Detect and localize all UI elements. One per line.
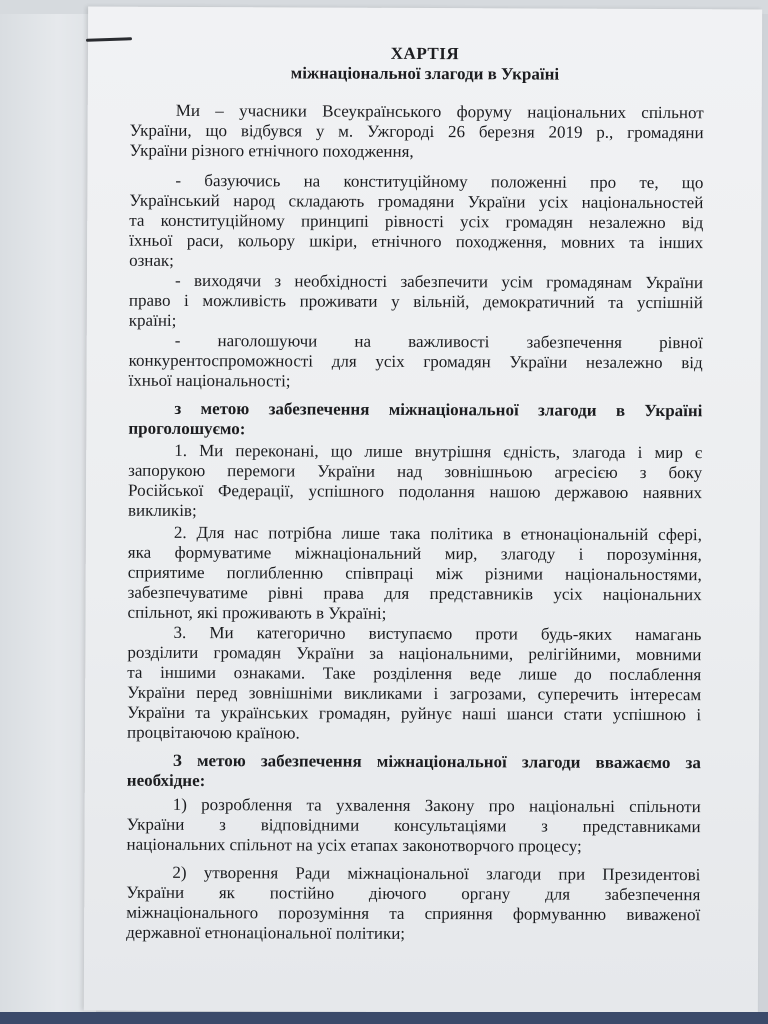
text-line: міжнаціонального порозуміння та сприяння формуванню виваженої [126,902,701,925]
bold-text-line: з метою забезпечення міжнаціональної злагоди в Україні [174,398,703,421]
text-line: 1) розроблення та ухвалення Закону про національні спільноти [172,794,701,817]
text-line: яка формуватиме міжнаціональний мир, злагоду і порозуміння, [127,542,702,565]
text-line: 1. Ми переконані, що лише внутрішня єдність, злагода і мир є [174,440,703,463]
text-line: Російської Федерації, успішного подолання нашою державою наявних [128,480,703,503]
text-line: спільнот, які проживають в Україні; [127,602,387,623]
text-line: право і можливість проживати у вільній, демократичний та успішній [128,290,703,313]
text-line: та конституційному принципі рівності усіх громадян незалежно від [129,210,704,233]
text-line: Ми – учасники Всеукраїнського форуму національних спільнот [175,100,704,123]
text-line: запорукою перемоги України над зовнішньою агресією з боку [128,460,703,483]
text-line: - виходячи з необхідності забезпечити усім громадянам України [174,270,704,293]
document-title: ХАРТІЯ [390,43,460,64]
document-subtitle: міжнаціональної злагоди в Україні [290,63,560,84]
text-line: розділити громадян України за національними, релігійними, мовними [127,642,702,665]
text-line: 2. Для нас потрібна лише така політика в етнонаціональній сфері, [173,522,702,545]
text-line: ознак; [129,250,174,270]
text-line: - базуючись на конституційному положенні про те, що [175,170,704,193]
bold-text-line: проголошуємо: [128,418,246,439]
text-line: - наголошуючи на важливості забезпечення рівної [174,330,703,353]
text-line: України та українських громадян, руйнує наші шанси стати успішною і [127,702,702,725]
text-line: процвітаючою країною. [126,722,300,743]
text-line: національних спільнот на усіх етапах законотворчого процесу; [126,834,582,856]
text-line: конкурентоспроможності для усіх громадян України незалежно від [128,350,703,373]
text-line: України з відповідними консультаціями з представниками [126,814,701,837]
text-line: сприятиме поглибленню співпраці між різними національностями, [127,562,702,585]
text-line: 3. Ми категорично виступаємо проти будь-яких намагань [173,622,702,645]
text-line: України перед зовнішніми викликами і загрозами, суперечить інтересам [127,682,702,705]
text-line: України як постійно діючого органу для забезпечення [126,882,701,905]
text-line: державної етнонаціональної політики; [126,922,406,943]
text-line: та іншими ознаками. Таке розділення веде лише до послаблення [127,662,702,685]
table-surface [0,1012,768,1024]
document-page [84,7,762,1014]
bold-text-line: З метою забезпечення міжнаціональної злагоди вважаємо за [172,750,701,773]
text-line: 2) утворення Ради міжнаціональної злагоди при Президентові [172,862,701,885]
back-sheet [0,0,96,1024]
text-line: їхньої раси, кольору шкіри, етнічного походження, мовних та інших [129,230,704,253]
text-line: України різного етнічного походження, [129,140,414,161]
text-line: викликів; [127,500,197,521]
text-line: забезпечуватиме рівні права для представників усіх національних [127,582,702,605]
text-line: їхньої національності; [128,370,291,391]
bold-text-line: необхідне: [126,770,206,791]
text-line: країні; [128,310,177,330]
text-line: України, що відбувся у м. Ужгороді 26 березня 2019 р., громадяни [129,120,704,143]
text-line: Український народ складають громадяни України усіх національностей [129,190,704,213]
